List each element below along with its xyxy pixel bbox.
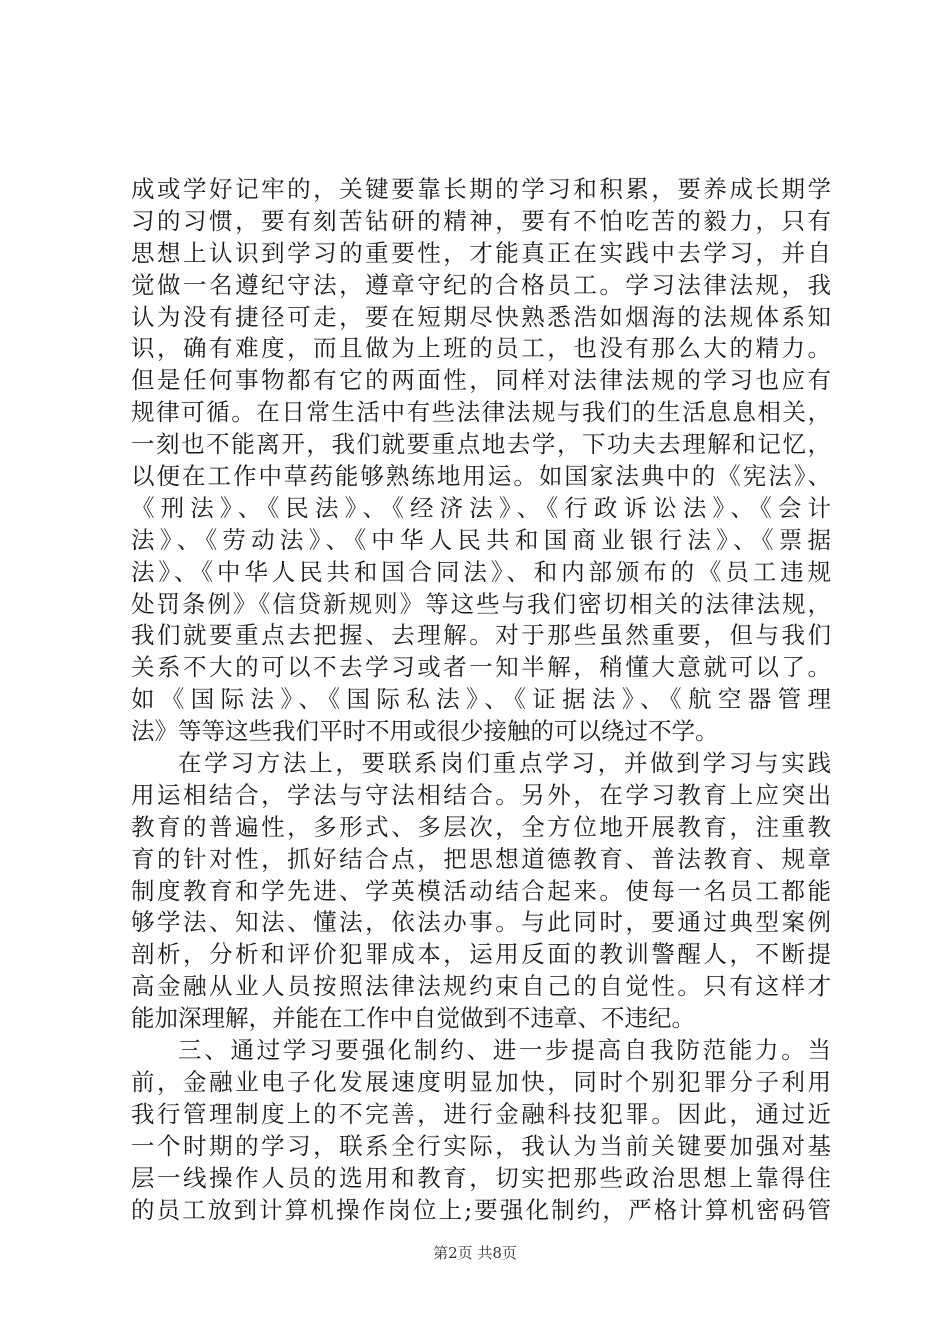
text-line: 思想上认识到学习的重要性，才能真正在实践中去学习，并自 bbox=[131, 238, 831, 267]
text-line: 育的针对性，抓好结合点，把思想道德教育、普法教育、规章 bbox=[131, 844, 831, 873]
text-line: 法》、《中华人民共和国合同法》、和内部颁布的《员工违规 bbox=[131, 557, 831, 586]
text-line: 教育的普遍性，多形式、多层次，全方位地开展教育，注重教 bbox=[131, 812, 831, 841]
text-line: 成或学好记牢的，关键要靠长期的学习和积累，要养成长期学 bbox=[131, 175, 831, 203]
text-line: 以便在工作中草药能够熟练地用运。如国家法典中的《宪法》、 bbox=[131, 462, 831, 491]
text-line: 够学法、知法、懂法，依法办事。与此同时，要通过典型案例 bbox=[131, 908, 831, 937]
body-text bbox=[131, 174, 831, 1226]
text-line: 法》等等这些我们平时不用或很少接触的可以绕过不学。 bbox=[131, 717, 719, 746]
text-line: 能加深理解，并能在工作中自觉做到不违章、不违纪。 bbox=[131, 1004, 695, 1033]
text-line: 认为没有捷径可走，要在短期尽快熟悉浩如烟海的法规体系知 bbox=[131, 302, 831, 331]
text-line: 关系不大的可以不去学习或者一知半解，稍懂大意就可以了。 bbox=[131, 653, 831, 682]
text-line: 高金融从业人员按照法律法规约束自己的自觉性。只有这样才 bbox=[131, 972, 831, 1001]
text-line: 前，金融业电子化发展速度明显加快，同时个别犯罪分子利用 bbox=[131, 1067, 831, 1096]
text-line: 习的习惯，要有刻苦钻研的精神，要有不怕吃苦的毅力，只有 bbox=[131, 206, 831, 235]
text-line: 一刻也不能离开，我们就要重点地去学，下功夫去理解和记忆， bbox=[131, 430, 831, 459]
page-number-footer: 第2页 共8页 bbox=[433, 1244, 517, 1262]
text-line: 在学习方法上，要联系岗们重点学习，并做到学习与实践 bbox=[178, 749, 831, 778]
text-line: 用运相结合，学法与守法相结合。另外，在学习教育上应突出 bbox=[131, 780, 831, 809]
text-line: 我行管理制度上的不完善，进行金融科技犯罪。因此，通过近 bbox=[131, 1099, 831, 1128]
text-line: 规律可循。在日常生活中有些法律法规与我们的生活息息相关， bbox=[131, 398, 831, 427]
text-line: 但是任何事物都有它的两面性，同样对法律法规的学习也应有 bbox=[131, 366, 831, 395]
text-line: 剖析，分析和评价犯罪成本，运用反面的教训警醒人，不断提 bbox=[131, 940, 831, 969]
text-line: 制度教育和学先进、学英模活动结合起来。使每一名员工都能 bbox=[131, 876, 831, 905]
text-line: 层一线操作人员的选用和教育，切实把那些政治思想上靠得住 bbox=[131, 1163, 831, 1192]
text-line: 三、通过学习要强化制约、进一步提高自我防范能力。当 bbox=[178, 1036, 831, 1065]
text-line: 识，确有难度，而且做为上班的员工，也没有那么大的精力。 bbox=[131, 334, 831, 363]
text-line: 如《国际法》、《国际私法》、《证据法》、《航空器管理 bbox=[131, 685, 831, 714]
text-line: 《刑法》、《民法》、《经济法》、《行政诉讼法》、《会计 bbox=[131, 493, 831, 522]
text-line: 我们就要重点去把握、去理解。对于那些虽然重要，但与我们 bbox=[131, 621, 831, 650]
text-line: 一个时期的学习，联系全行实际，我认为当前关键要加强对基 bbox=[131, 1131, 831, 1160]
text-line: 处罚条例》《信贷新规则》等这些与我们密切相关的法律法规， bbox=[131, 589, 831, 618]
text-line: 觉做一名遵纪守法，遵章守纪的合格员工。学习法律法规，我 bbox=[131, 270, 831, 299]
text-line: 的员工放到计算机操作岗位上;要强化制约，严格计算机密码管 bbox=[131, 1195, 831, 1224]
text-line: 法》、《劳动法》、《中华人民共和国商业银行法》、《票据 bbox=[131, 525, 831, 554]
